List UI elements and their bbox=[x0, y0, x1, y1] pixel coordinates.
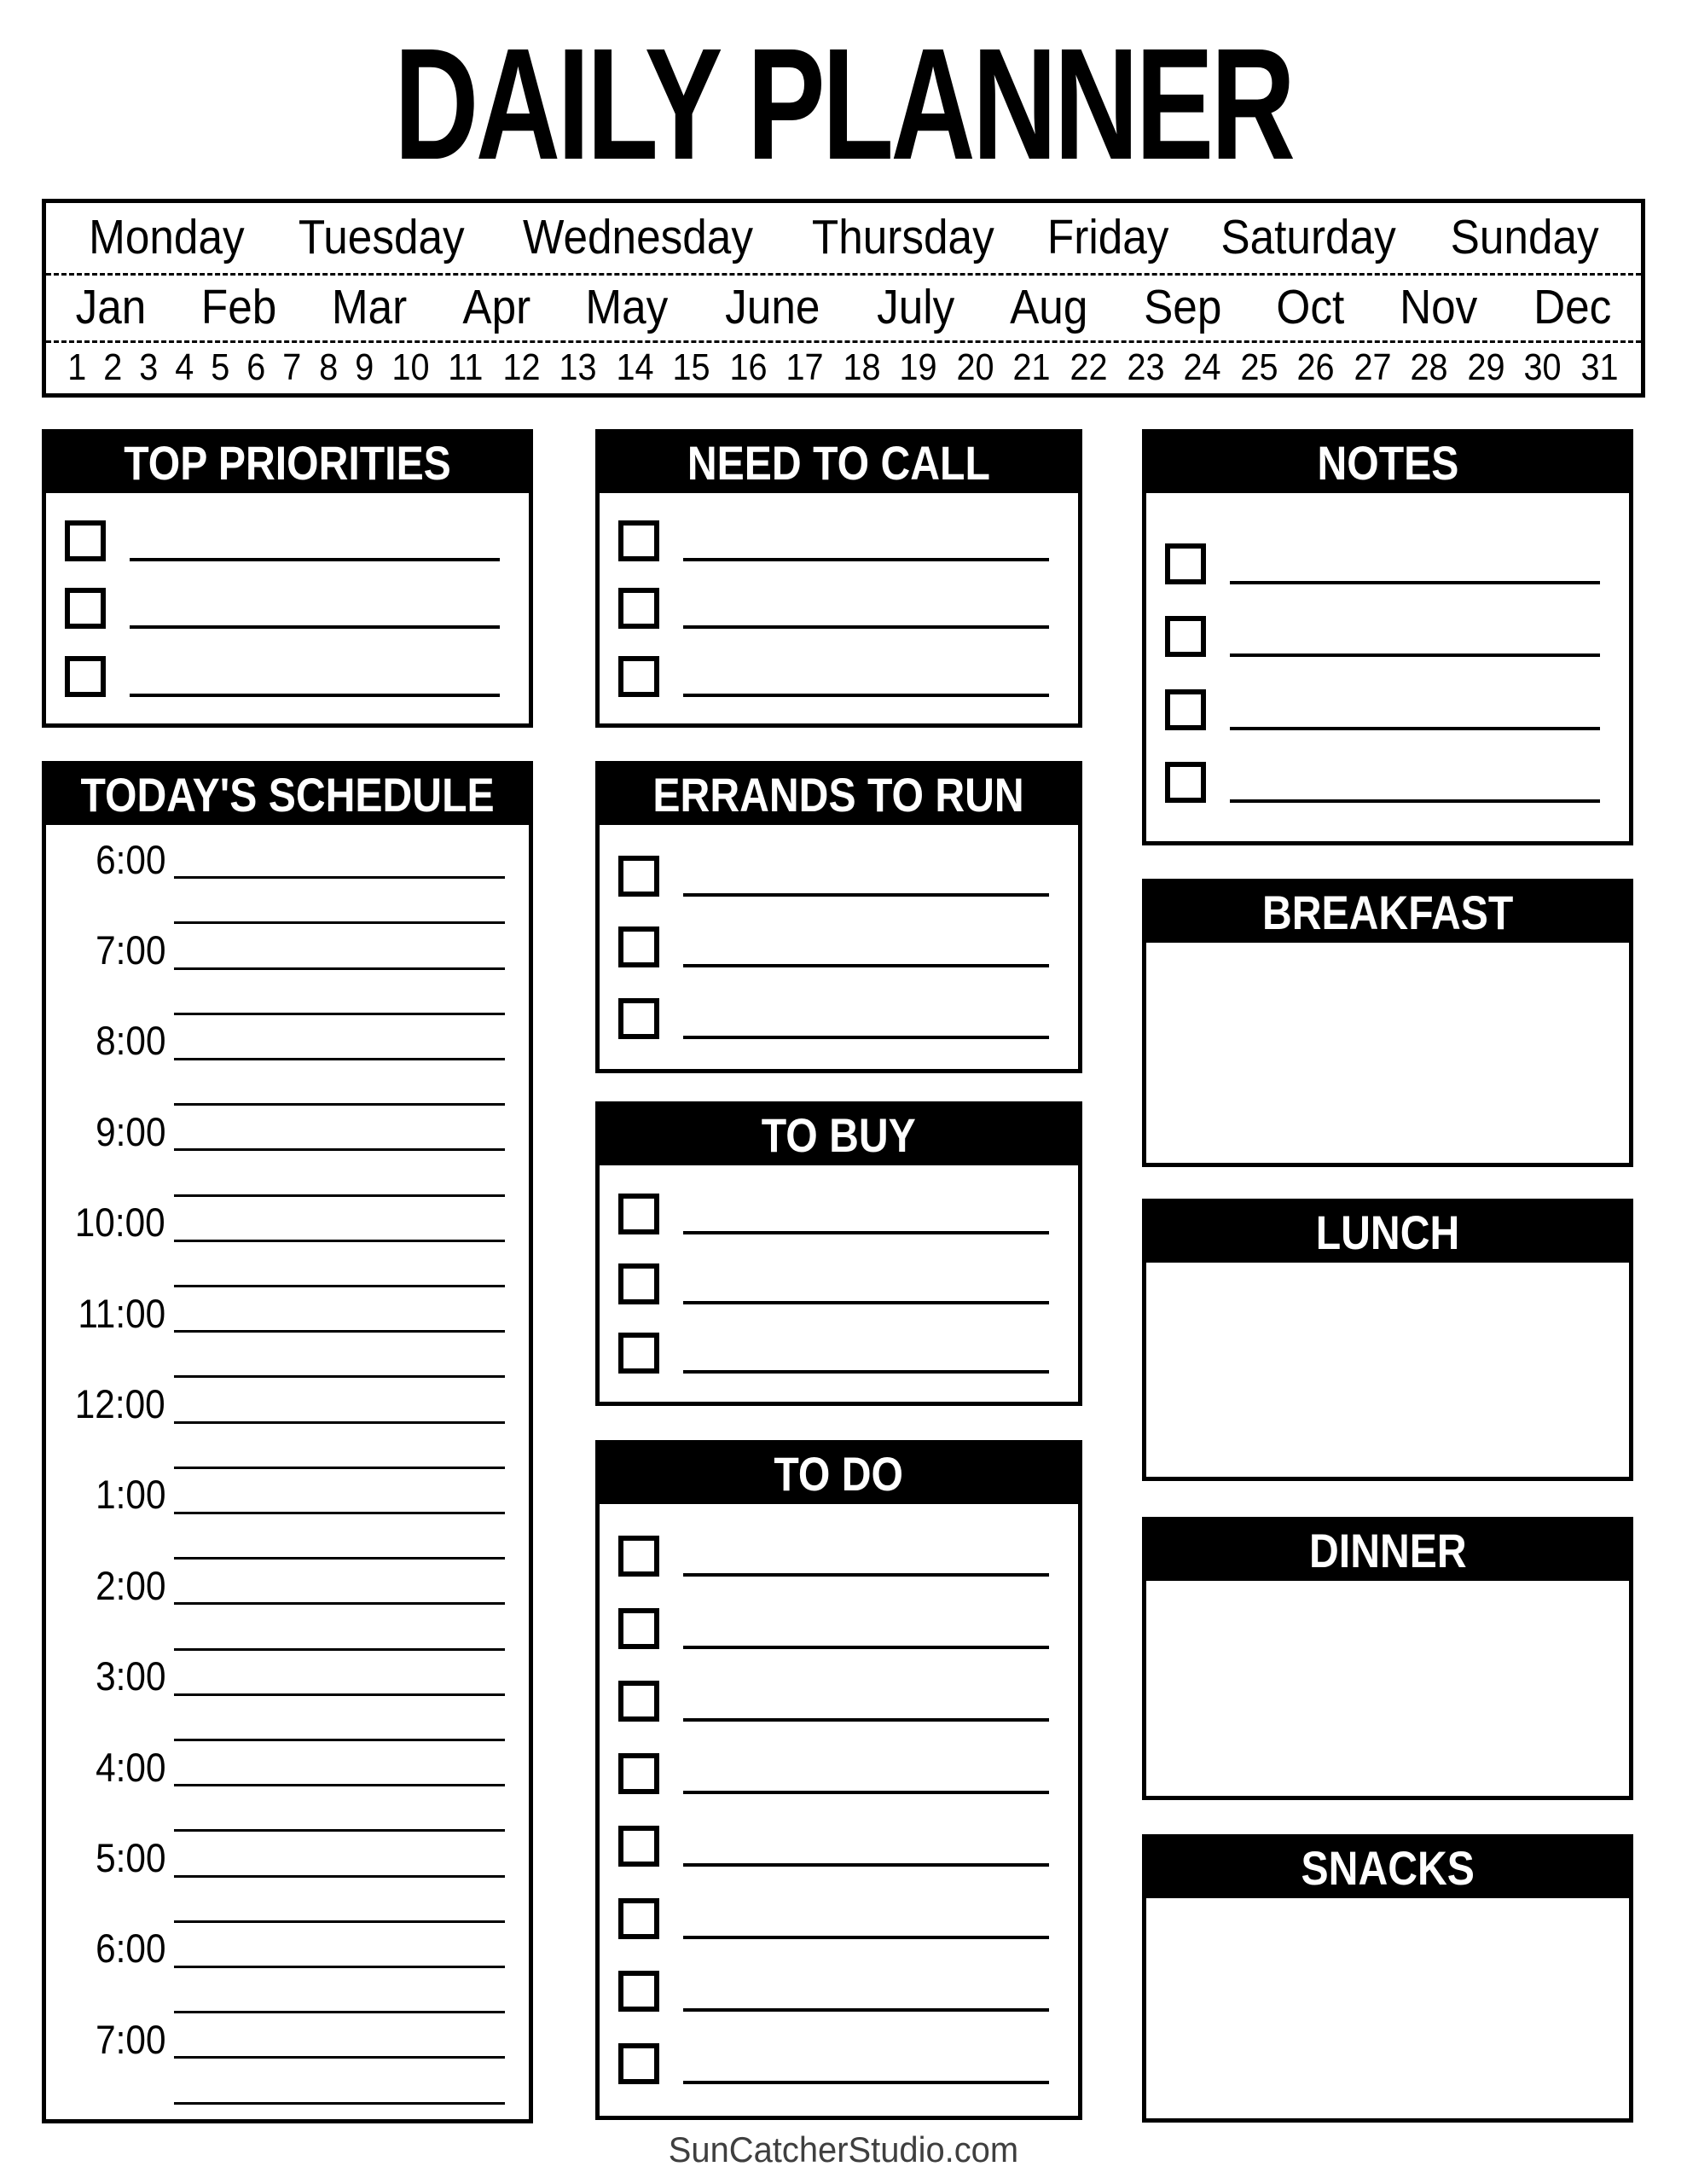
schedule-row bbox=[46, 1699, 529, 1741]
checklist bbox=[600, 1504, 1078, 2116]
schedule-row bbox=[46, 1880, 529, 1923]
checklist-row bbox=[1146, 689, 1629, 730]
breakfast-write-area[interactable] bbox=[1146, 943, 1629, 1163]
checkbox[interactable] bbox=[618, 1898, 659, 1939]
checkbox[interactable] bbox=[1165, 543, 1206, 584]
checklist-row bbox=[46, 656, 529, 697]
month-label: June bbox=[725, 280, 820, 335]
schedule-row bbox=[46, 1154, 529, 1197]
schedule-row bbox=[46, 2062, 529, 2105]
schedule-row bbox=[46, 973, 529, 1015]
date-number: 5 bbox=[211, 346, 230, 389]
schedule-row bbox=[46, 1653, 529, 1699]
checklist-row bbox=[600, 2043, 1078, 2084]
time-label: 6:00 bbox=[95, 1926, 165, 1972]
write-line[interactable] bbox=[683, 1573, 1049, 1577]
write-line[interactable] bbox=[130, 694, 500, 697]
date-number: 27 bbox=[1354, 346, 1392, 389]
section-header bbox=[1146, 1521, 1629, 1581]
schedule-write-line[interactable] bbox=[174, 1421, 505, 1424]
date-number: 19 bbox=[899, 346, 937, 389]
site-credit bbox=[0, 2129, 1687, 2170]
checkbox[interactable] bbox=[618, 856, 659, 897]
section-header bbox=[1146, 1203, 1629, 1263]
month-label: Apr bbox=[462, 280, 530, 335]
schedule-row bbox=[46, 2016, 529, 2062]
schedule-write-line[interactable] bbox=[174, 1148, 505, 1151]
month-label: Aug bbox=[1010, 280, 1088, 335]
section-snacks bbox=[1142, 1834, 1633, 2123]
schedule-row bbox=[46, 1108, 529, 1154]
date-number: 18 bbox=[843, 346, 881, 389]
section-todays-schedule bbox=[42, 761, 533, 2123]
checklist-row bbox=[600, 1971, 1078, 2012]
write-line[interactable] bbox=[683, 964, 1049, 967]
time-label: 10:00 bbox=[75, 1199, 165, 1246]
checklist-row bbox=[600, 926, 1078, 967]
schedule-row bbox=[46, 1835, 529, 1881]
month-label: Feb bbox=[200, 280, 277, 335]
schedule-row bbox=[46, 1018, 529, 1064]
month-label: Nov bbox=[1400, 280, 1478, 335]
section-header bbox=[46, 433, 529, 493]
schedule-row bbox=[46, 1335, 529, 1378]
section-lunch bbox=[1142, 1199, 1633, 1481]
checklist bbox=[600, 1165, 1078, 1402]
date-number: 2 bbox=[103, 346, 123, 389]
dinner-write-area[interactable] bbox=[1146, 1581, 1629, 1796]
schedule-row bbox=[46, 1199, 529, 1246]
time-label: 2:00 bbox=[95, 1562, 165, 1608]
write-line[interactable] bbox=[683, 893, 1049, 897]
section-header bbox=[1146, 883, 1629, 943]
checkbox[interactable] bbox=[618, 1608, 659, 1649]
checklist bbox=[1146, 493, 1629, 841]
checkbox[interactable] bbox=[618, 520, 659, 561]
schedule-write-line[interactable] bbox=[174, 1693, 505, 1696]
time-label: 8:00 bbox=[95, 1018, 165, 1064]
month-label: Sep bbox=[1143, 280, 1222, 335]
date-number: 13 bbox=[559, 346, 597, 389]
checkbox[interactable] bbox=[65, 656, 106, 697]
write-line[interactable] bbox=[683, 1231, 1049, 1234]
schedule-row bbox=[46, 926, 529, 973]
write-line[interactable] bbox=[683, 1646, 1049, 1649]
time-label: 9:00 bbox=[95, 1108, 165, 1154]
checkbox[interactable] bbox=[618, 2043, 659, 2084]
checkbox[interactable] bbox=[65, 520, 106, 561]
time-label: 11:00 bbox=[78, 1290, 165, 1336]
day-label: Monday bbox=[89, 210, 245, 265]
schedule-write-line[interactable] bbox=[174, 1602, 505, 1605]
section-header bbox=[600, 433, 1078, 493]
date-number: 14 bbox=[616, 346, 654, 389]
checkbox[interactable] bbox=[618, 1263, 659, 1304]
day-label: Thursday bbox=[811, 210, 994, 265]
date-number: 3 bbox=[139, 346, 159, 389]
section-title: BREAKFAST bbox=[1261, 886, 1514, 939]
checklist-row bbox=[600, 856, 1078, 897]
checkbox[interactable] bbox=[1165, 616, 1206, 657]
schedule-write-line[interactable] bbox=[174, 1739, 505, 1741]
schedule-write-line[interactable] bbox=[174, 1375, 505, 1378]
write-line[interactable] bbox=[130, 558, 500, 561]
section-header bbox=[600, 1444, 1078, 1504]
page-title-text: DAILY PLANNER bbox=[394, 16, 1293, 193]
checklist-row bbox=[600, 998, 1078, 1039]
schedule-write-line[interactable] bbox=[174, 1557, 505, 1560]
section-header bbox=[1146, 433, 1629, 493]
day-label: Saturday bbox=[1220, 210, 1397, 265]
write-line[interactable] bbox=[1230, 799, 1600, 803]
section-title: DINNER bbox=[1308, 1524, 1467, 1577]
checklist-row bbox=[600, 656, 1078, 697]
write-line[interactable] bbox=[130, 625, 500, 629]
time-label: 5:00 bbox=[95, 1835, 165, 1881]
date-header-box bbox=[42, 199, 1645, 398]
schedule-row bbox=[46, 1426, 529, 1469]
section-header bbox=[600, 765, 1078, 825]
write-line[interactable] bbox=[1230, 653, 1600, 657]
checkbox[interactable] bbox=[618, 1753, 659, 1794]
schedule-row bbox=[46, 1562, 529, 1608]
checklist-row bbox=[600, 1681, 1078, 1722]
checkbox[interactable] bbox=[618, 1826, 659, 1867]
schedule-write-line[interactable] bbox=[174, 1013, 505, 1015]
date-number: 7 bbox=[282, 346, 302, 389]
month-label: Dec bbox=[1533, 280, 1611, 335]
schedule-row bbox=[46, 1063, 529, 1106]
schedule-row bbox=[46, 1971, 529, 2013]
write-line[interactable] bbox=[683, 558, 1049, 561]
section-title: TO BUY bbox=[761, 1108, 917, 1162]
write-line[interactable] bbox=[1230, 581, 1600, 584]
checkbox[interactable] bbox=[65, 588, 106, 629]
date-number: 16 bbox=[729, 346, 768, 389]
date-number: 12 bbox=[501, 346, 541, 389]
section-dinner bbox=[1142, 1517, 1633, 1800]
day-label: Tuesday bbox=[298, 210, 465, 265]
checklist-row bbox=[600, 1608, 1078, 1649]
date-number: 31 bbox=[1580, 346, 1619, 389]
months-row bbox=[46, 276, 1641, 343]
section-need-to-call bbox=[595, 429, 1082, 728]
date-number: 21 bbox=[1012, 346, 1051, 389]
lunch-write-area[interactable] bbox=[1146, 1263, 1629, 1477]
schedule-write-line[interactable] bbox=[174, 967, 505, 970]
schedule-write-line[interactable] bbox=[174, 2056, 505, 2059]
schedule-write-line[interactable] bbox=[174, 1784, 505, 1786]
write-line[interactable] bbox=[683, 2008, 1049, 2012]
schedule-row bbox=[46, 1381, 529, 1424]
schedule-row bbox=[46, 836, 529, 882]
checklist-row bbox=[600, 1536, 1078, 1577]
month-label: Mar bbox=[332, 280, 408, 335]
schedule-write-line[interactable] bbox=[174, 1285, 505, 1287]
date-number: 25 bbox=[1240, 346, 1278, 389]
date-number: 24 bbox=[1183, 346, 1221, 389]
checkbox[interactable] bbox=[618, 588, 659, 629]
section-title: NOTES bbox=[1317, 436, 1458, 490]
checklist bbox=[600, 493, 1078, 723]
date-number: 23 bbox=[1126, 346, 1165, 389]
date-number: 9 bbox=[354, 346, 374, 389]
schedule-row bbox=[46, 1608, 529, 1651]
schedule-write-line[interactable] bbox=[174, 1875, 505, 1878]
checklist-row bbox=[600, 1898, 1078, 1939]
date-number: 6 bbox=[246, 346, 266, 389]
write-line[interactable] bbox=[683, 1718, 1049, 1722]
checkbox[interactable] bbox=[618, 1194, 659, 1234]
days-row bbox=[46, 203, 1641, 276]
time-label: 4:00 bbox=[95, 1744, 165, 1790]
checkbox[interactable] bbox=[618, 1971, 659, 2012]
time-label: 7:00 bbox=[95, 926, 165, 973]
section-header bbox=[46, 765, 529, 825]
time-label: 1:00 bbox=[95, 1472, 165, 1518]
section-title: TODAY'S SCHEDULE bbox=[80, 768, 495, 822]
schedule-row bbox=[46, 1245, 529, 1287]
section-header bbox=[1146, 1838, 1629, 1898]
section-to-buy bbox=[595, 1101, 1082, 1406]
schedule-write-line[interactable] bbox=[174, 921, 505, 924]
checkbox[interactable] bbox=[1165, 762, 1206, 803]
checklist-row bbox=[1146, 616, 1629, 657]
dates-row bbox=[46, 343, 1641, 393]
write-line[interactable] bbox=[1230, 727, 1600, 730]
date-number: 26 bbox=[1296, 346, 1335, 389]
schedule-list bbox=[46, 825, 529, 2119]
section-header bbox=[600, 1106, 1078, 1165]
month-label: Oct bbox=[1276, 280, 1345, 335]
checklist-row bbox=[46, 520, 529, 561]
date-number: 11 bbox=[448, 346, 484, 389]
section-top-priorities bbox=[42, 429, 533, 728]
checkbox[interactable] bbox=[618, 998, 659, 1039]
day-label: Sunday bbox=[1450, 210, 1599, 265]
schedule-row bbox=[46, 1290, 529, 1336]
checklist-row bbox=[600, 1263, 1078, 1304]
section-errands-to-run bbox=[595, 761, 1082, 1073]
date-number: 29 bbox=[1467, 346, 1505, 389]
schedule-write-line[interactable] bbox=[174, 2102, 505, 2105]
write-line[interactable] bbox=[683, 1301, 1049, 1304]
date-number: 22 bbox=[1070, 346, 1108, 389]
schedule-write-line[interactable] bbox=[174, 1194, 505, 1197]
checklist-row bbox=[600, 588, 1078, 629]
section-to-do bbox=[595, 1440, 1082, 2120]
site-credit-text: SunCatcherStudio.com bbox=[668, 2129, 1019, 2169]
section-title: TO DO bbox=[774, 1447, 904, 1501]
date-number: 15 bbox=[672, 346, 710, 389]
section-notes bbox=[1142, 429, 1633, 845]
section-title: TOP PRIORITIES bbox=[124, 436, 451, 490]
section-breakfast bbox=[1142, 879, 1633, 1167]
schedule-write-line[interactable] bbox=[174, 1920, 505, 1923]
time-label: 12:00 bbox=[75, 1381, 165, 1426]
date-number: 1 bbox=[67, 346, 87, 389]
checkbox[interactable] bbox=[618, 656, 659, 697]
date-number: 4 bbox=[175, 346, 194, 389]
checklist-row bbox=[600, 1333, 1078, 1374]
checklist-row bbox=[600, 1753, 1078, 1794]
checklist-row bbox=[600, 520, 1078, 561]
checklist bbox=[46, 493, 529, 723]
snacks-write-area[interactable] bbox=[1146, 1898, 1629, 2118]
schedule-write-line[interactable] bbox=[174, 1330, 505, 1333]
schedule-row bbox=[46, 1926, 529, 1972]
section-title: ERRANDS TO RUN bbox=[652, 768, 1025, 822]
section-title: LUNCH bbox=[1315, 1205, 1460, 1259]
write-line[interactable] bbox=[683, 1036, 1049, 1039]
day-label: Wednesday bbox=[522, 210, 753, 265]
schedule-write-line[interactable] bbox=[174, 1103, 505, 1106]
schedule-row bbox=[46, 1517, 529, 1560]
checklist-row bbox=[600, 1826, 1078, 1867]
write-line[interactable] bbox=[683, 625, 1049, 629]
schedule-row bbox=[46, 881, 529, 924]
schedule-write-line[interactable] bbox=[174, 1829, 505, 1832]
schedule-row bbox=[46, 1789, 529, 1832]
time-label: 7:00 bbox=[95, 2016, 165, 2062]
write-line[interactable] bbox=[683, 1370, 1049, 1374]
write-line[interactable] bbox=[683, 1936, 1049, 1939]
month-label: Jan bbox=[75, 280, 147, 335]
write-line[interactable] bbox=[683, 2081, 1049, 2084]
time-label: 6:00 bbox=[95, 836, 165, 882]
checkbox[interactable] bbox=[618, 1536, 659, 1577]
schedule-write-line[interactable] bbox=[174, 1512, 505, 1514]
schedule-write-line[interactable] bbox=[174, 1058, 505, 1060]
date-number: 20 bbox=[956, 346, 994, 389]
schedule-write-line[interactable] bbox=[174, 1467, 505, 1469]
schedule-write-line[interactable] bbox=[174, 876, 505, 879]
checkbox[interactable] bbox=[618, 926, 659, 967]
schedule-write-line[interactable] bbox=[174, 1648, 505, 1651]
section-title: NEED TO CALL bbox=[687, 436, 990, 490]
write-line[interactable] bbox=[683, 694, 1049, 697]
schedule-write-line[interactable] bbox=[174, 2011, 505, 2013]
checklist-row bbox=[1146, 762, 1629, 803]
date-number: 8 bbox=[318, 346, 338, 389]
write-line[interactable] bbox=[683, 1791, 1049, 1794]
day-label: Friday bbox=[1046, 210, 1169, 265]
write-line[interactable] bbox=[683, 1863, 1049, 1867]
month-label: July bbox=[876, 280, 955, 335]
checklist-row bbox=[46, 588, 529, 629]
checkbox[interactable] bbox=[618, 1681, 659, 1722]
date-number: 10 bbox=[391, 346, 430, 389]
checklist-row bbox=[1146, 543, 1629, 584]
section-title: SNACKS bbox=[1301, 1841, 1475, 1895]
schedule-write-line[interactable] bbox=[174, 1240, 505, 1242]
month-label: May bbox=[585, 280, 669, 335]
time-label: 3:00 bbox=[95, 1653, 165, 1699]
date-number: 28 bbox=[1410, 346, 1448, 389]
checkbox[interactable] bbox=[1165, 689, 1206, 730]
checklist-row bbox=[600, 1194, 1078, 1234]
checkbox[interactable] bbox=[618, 1333, 659, 1374]
schedule-row bbox=[46, 1472, 529, 1518]
date-number: 17 bbox=[786, 346, 824, 389]
checklist bbox=[600, 825, 1078, 1069]
schedule-write-line[interactable] bbox=[174, 1966, 505, 1968]
page-title bbox=[0, 16, 1687, 193]
date-number: 30 bbox=[1523, 346, 1562, 389]
schedule-row bbox=[46, 1744, 529, 1790]
